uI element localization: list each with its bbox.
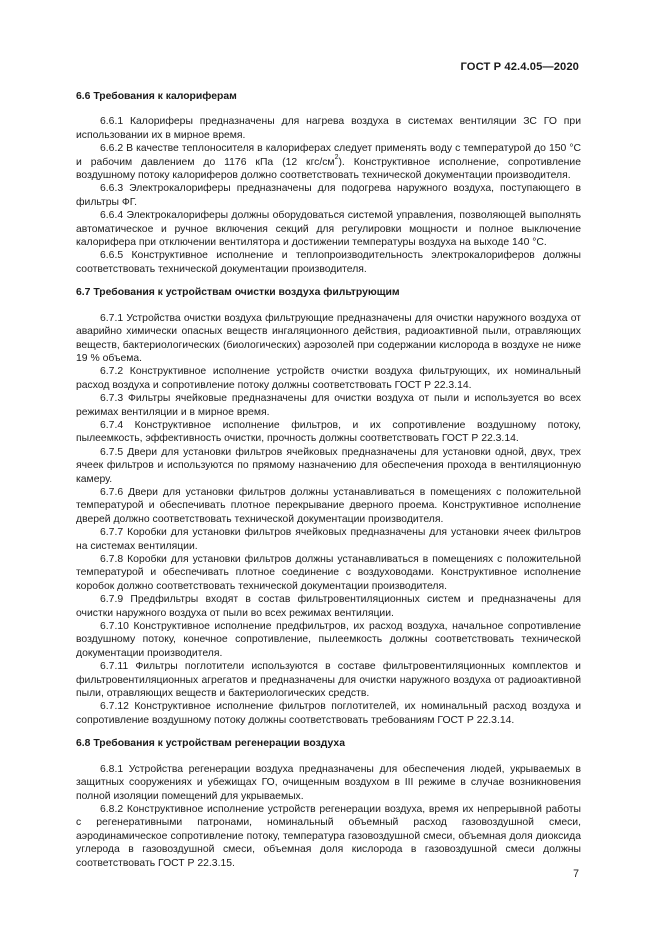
paragraph-6-7-8: 6.7.8 Коробки для установки фильтров должны устанавливаться в помещениях с положительной температурой и обеспечивать плотное соединение с воздуховодами. Конструктивное исполнение коробок должно соответствовать технической документации производителя. bbox=[76, 554, 581, 592]
paragraph-6-7-5: 6.7.5 Двери для установки фильтров ячейковых предназначены для установки одной, двух, трех ячеек фильтров и используются по прямому назначению для обеспечения прохода в вентиляционную камеру. bbox=[76, 446, 581, 485]
paragraph-6-7-12: 6.7.12 Конструктивное исполнение фильтров поглотителей, их номинальный расход воздуха и сопротивление воздушному потоку должны соответствовать требованиям ГОСТ Р 22.3.14. bbox=[76, 701, 581, 726]
paragraph-6-7-11: 6.7.11 Фильтры поглотители используются в составе фильтровентиляционных комплектов и фильтровентиляционных агрегатов и предназначены для очистки наружного воздуха от радиоактивной пыли, отравляющих веществ и бактериологических средств. bbox=[76, 661, 581, 700]
section-heading: 6.8 Требования к устройствам регенерации воздуха bbox=[76, 738, 345, 750]
paragraph-6-8-1: 6.8.1 Устройства регенерации воздуха предназначены для обеспечения людей, укрываемых в защитных сооружениях и убежищах ГО, очищенным воздухом в III режиме в случае возникновения полной изоляции помещений для укрываемых. bbox=[76, 763, 581, 802]
paragraph-6-6-4: 6.6.4 Электрокалориферы должны оборудоваться системой управления, позволяющей выполнять автоматическое и ручное включения секций для регулировки мощности и полное выключение калорифера при отключении вентилятора и достижении температуры воздуха на выходе 140 °С. bbox=[76, 210, 581, 249]
page-number: 7 bbox=[573, 868, 579, 880]
paragraph-6-6-3: 6.6.3 Электрокалориферы предназначены для подогрева наружного воздуха, поступающего в фильтры ФГ. bbox=[76, 183, 581, 208]
section-heading: 6.6 Требования к калориферам bbox=[76, 91, 237, 102]
document-body bbox=[76, 90, 581, 870]
paragraph-6-7-4: 6.7.4 Конструктивное исполнение фильтров, и их сопротивление воздушному потоку, пылеемкость, эффективность очистки, прочность должны соответствовать ГОСТ Р 22.3.14. bbox=[76, 419, 581, 445]
paragraph-6-6-2: 6.6.2 В качестве теплоносителя в калориферах следует применять воду с температурой до 150 °С и рабочим давлением до 1176 кПа (12 кгс/$см^2$). Конструктивное исполнение, сопротивление воздушному потоку калориферов должно соответствовать технической документации производителя. bbox=[76, 143, 581, 182]
document-id-header: ГОСТ Р 42.4.05—2020 bbox=[460, 61, 579, 73]
section-6-8 bbox=[76, 737, 581, 870]
paragraph-6-6-1: 6.6.1 Калориферы предназначены для нагрева воздуха в системах вентиляции ЗС ГО при использовании их в мирное время. bbox=[76, 116, 581, 141]
section-6-6 bbox=[76, 90, 581, 276]
paragraph-6-7-9: 6.7.9 Предфильтры входят в состав фильтровентиляционных систем и предназначены для очистки наружного воздуха от пыли во всех режимах вентиляции. bbox=[76, 594, 581, 619]
paragraph-6-7-3: 6.7.3 Фильтры ячейковые предназначены для очистки воздуха от пыли и используется во всех режимах вентиляции и в мирное время. bbox=[76, 393, 581, 418]
section-6-7 bbox=[76, 286, 581, 727]
paragraph-6-7-10: 6.7.10 Конструктивное исполнение предфильтров, их расход воздуха, начальное сопротивление воздушному потоку, конечное сопротивление, пылеемкость должны соответствовать технической документации производителя. bbox=[76, 621, 581, 659]
paragraph-6-7-2: 6.7.2 Конструктивное исполнение устройств очистки воздуха фильтрующих, их номинальный расход воздуха и сопротивление потоку должны соответствовать ГОСТ Р 22.3.14. bbox=[76, 366, 581, 391]
paragraph-6-7-7: 6.7.7 Коробки для установки фильтров ячейковых предназначены для установки ячеек фильтров на системах вентиляции. bbox=[76, 527, 581, 552]
paragraph-6-8-2: 6.8.2 Конструктивное исполнение устройств регенерации воздуха, время их непрерывной работы с регенеративными патронами, номинальный объемный расход газовоздушной смеси, аэродинамическое сопротивление потоку, температура газовоздушной смеси, объемная доля диоксида углерода в газовоздушной смеси, объемная доля кислорода в газовоздушной смеси должны соответствовать ГОСТ Р 22.3.15. bbox=[76, 803, 581, 869]
paragraph-6-6-5: 6.6.5 Конструктивное исполнение и теплопроизводительность электрокалориферов должны соответствовать технической документации производителя. bbox=[76, 250, 581, 275]
paragraph-6-7-1: 6.7.1 Устройства очистки воздуха фильтрующие предназначены для очистки наружного воздуха от аварийно химически опасных веществ ингаляционного действия, радиоактивной пыли, отравляющих веществ, бактериологических (биологических) аэрозолей при содержании кислорода в воздухе не ниже 19 % объема. bbox=[76, 312, 581, 364]
section-heading: 6.7 Требования к устройствам очистки воздуха фильтрующим bbox=[76, 287, 400, 299]
paragraph-6-7-6: 6.7.6 Двери для установки фильтров должны устанавливаться в помещениях с положительной температурой и обеспечивать плотное перекрывание дверного проема. Конструктивное исполнение дверей должно соответствовать технической документации производителя. bbox=[76, 486, 581, 525]
